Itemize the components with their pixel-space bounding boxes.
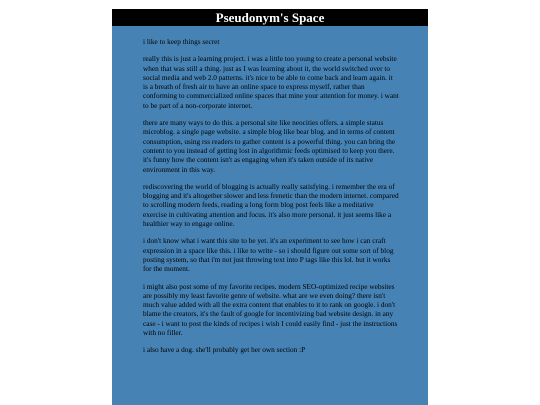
site-title: Pseudonym's Space — [215, 10, 325, 25]
paragraph-intro: i like to keep things secret — [143, 37, 220, 46]
paragraph-dog: i also have a dog. she'll probably get her own section :P — [143, 345, 306, 355]
paragraph-ways: there are many ways to do this. a personal site like neocities offers. a simple status microblog. a single page website. a simple blog like bear blog. and in terms of content consumption, using rss readers to gather content is a powerful thing. you can bring the content to you instead of getting lost in algorithmic feeds optimised to keep you there. it's funny how the content isn't as engaging when it's taken outside of its native environment in this way. — [143, 118, 396, 174]
paragraph-recipes: i might also post some of my favorite recipes. modern SEO-optimized recipe websites are possibly my least favorite genre of website. what are we even doing? there isn't much value added with all the extra content that enables to it to rank on google. i don't blame the creators, it's the fault of google for incentivizing bad website design. in any case - i want to post the kinds of recipes i wish I could easily find - just the instructions with no filler. — [143, 281, 398, 338]
paragraph-blogging: rediscovering the world of blogging is actually really satisfying. i remember the era of blogging and it's altogether slower and less frenetic than the modern internet. compared to scrolling modern feeds, reading a long form blog post feels like a meditative exercise in cultivating attention and focus. it's also more personal. it just seems like a healthier way to engage online. — [143, 181, 399, 229]
page-container — [112, 9, 428, 405]
main-content — [112, 26, 428, 355]
paragraph-learning-project: really this is just a learning project. i was a little too young to create a personal website when that was still a thing. just as I was learning about it, the world switched over to social media and web 2.0 patterns. it's nice to be able to come back and learn again. it is a breath of fresh air to have an online space to express myself, rather than conforming to commercialized online spaces that mine your attention for money. i want to be part of a non-corporate internet. — [143, 54, 399, 110]
paragraph-site-purpose: i don't know what i want this site to be yet. it's an experiment to see how i can craft expression in a space like this. i like to write - so i should figure out some sort of blog posting system, so that i'm not just throwing text into P tags like this lol. but it works for the moment. — [143, 236, 394, 274]
title-bar — [112, 9, 428, 26]
